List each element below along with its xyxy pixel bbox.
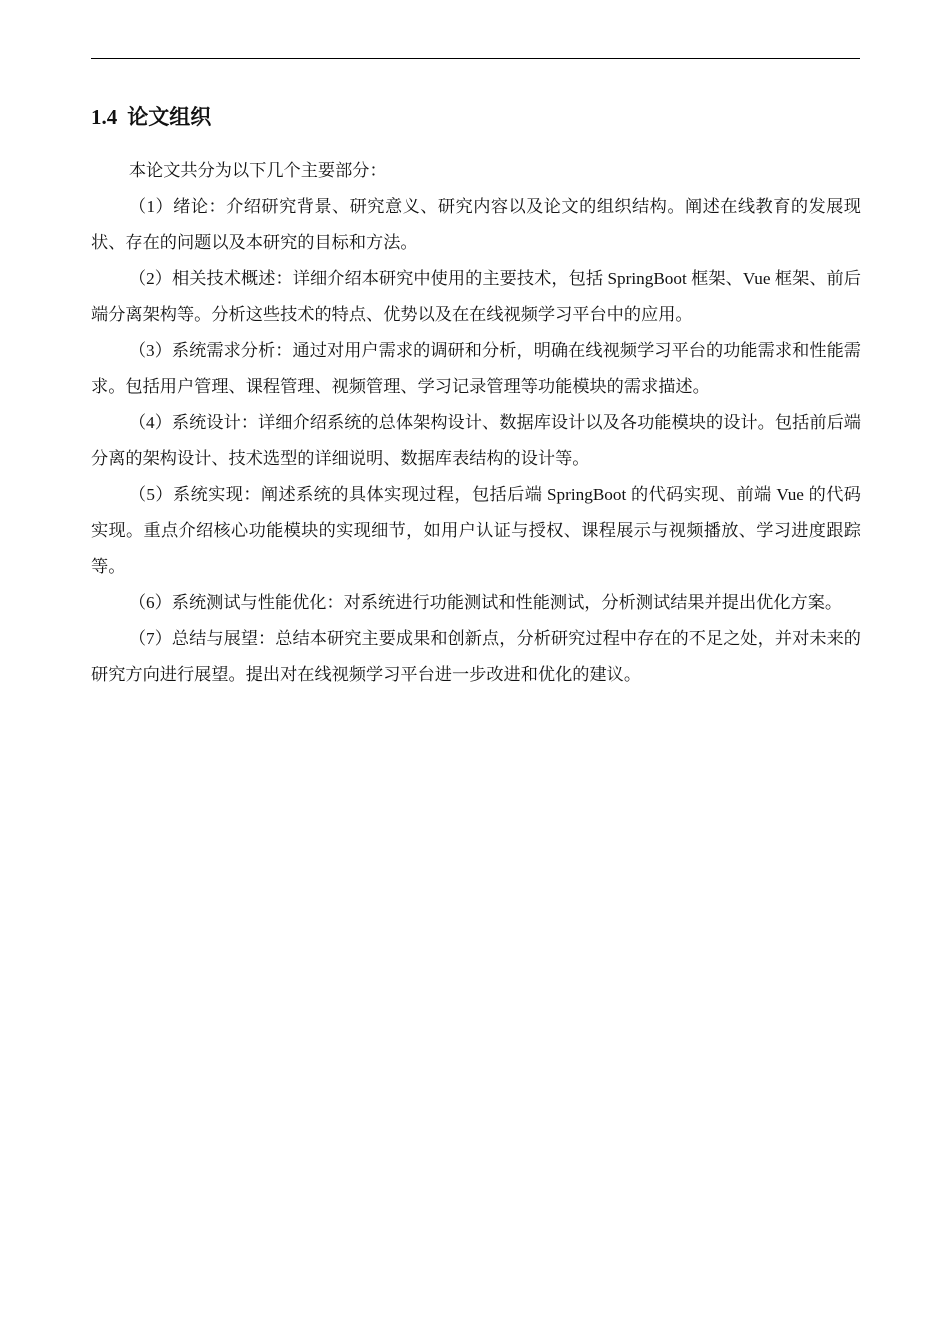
paragraph-item-2: （2）相关技术概述：详细介绍本研究中使用的主要技术，包括 SpringBoot 框架、Vue 框架、前后端分离架构等。分析这些技术的特点、优势以及在在线视频学习平台中的应用。 xyxy=(91,269,861,324)
paragraph-intro: 本论文共分为以下几个主要部分： xyxy=(128,161,387,180)
paragraph-item-3: （3）系统需求分析：通过对用户需求的调研和分析，明确在线视频学习平台的功能需求和性能需求。包括用户管理、课程管理、视频管理、学习记录管理等功能模块的需求描述。 xyxy=(91,341,861,396)
paragraph-item-5: （5）系统实现：阐述系统的具体实现过程，包括后端 SpringBoot 的代码实现、前端 Vue 的代码实现。重点介绍核心功能模块的实现细节，如用户认证与授权、课程展示与视频播放、学习进度跟踪等。 xyxy=(91,485,861,576)
section-title: 论文组织 xyxy=(127,105,212,129)
body-text xyxy=(91,153,861,693)
section-heading xyxy=(91,101,211,133)
paragraph-item-7: （7）总结与展望：总结本研究主要成果和创新点，分析研究过程中存在的不足之处，并对未来的研究方向进行展望。提出对在线视频学习平台进一步改进和优化的建议。 xyxy=(91,629,861,684)
paragraph-item-4: （4）系统设计：详细介绍系统的总体架构设计、数据库设计以及各功能模块的设计。包括前后端分离的架构设计、技术选型的详细说明、数据库表结构的设计等。 xyxy=(91,413,861,468)
header-rule xyxy=(91,58,860,59)
paragraph-item-1: （1）绪论：介绍研究背景、研究意义、研究内容以及论文的组织结构。阐述在线教育的发展现状、存在的问题以及本研究的目标和方法。 xyxy=(91,197,861,252)
section-number: 1.4 xyxy=(91,105,118,129)
paragraph-item-6: （6）系统测试与性能优化：对系统进行功能测试和性能测试，分析测试结果并提出优化方案。 xyxy=(128,593,843,612)
